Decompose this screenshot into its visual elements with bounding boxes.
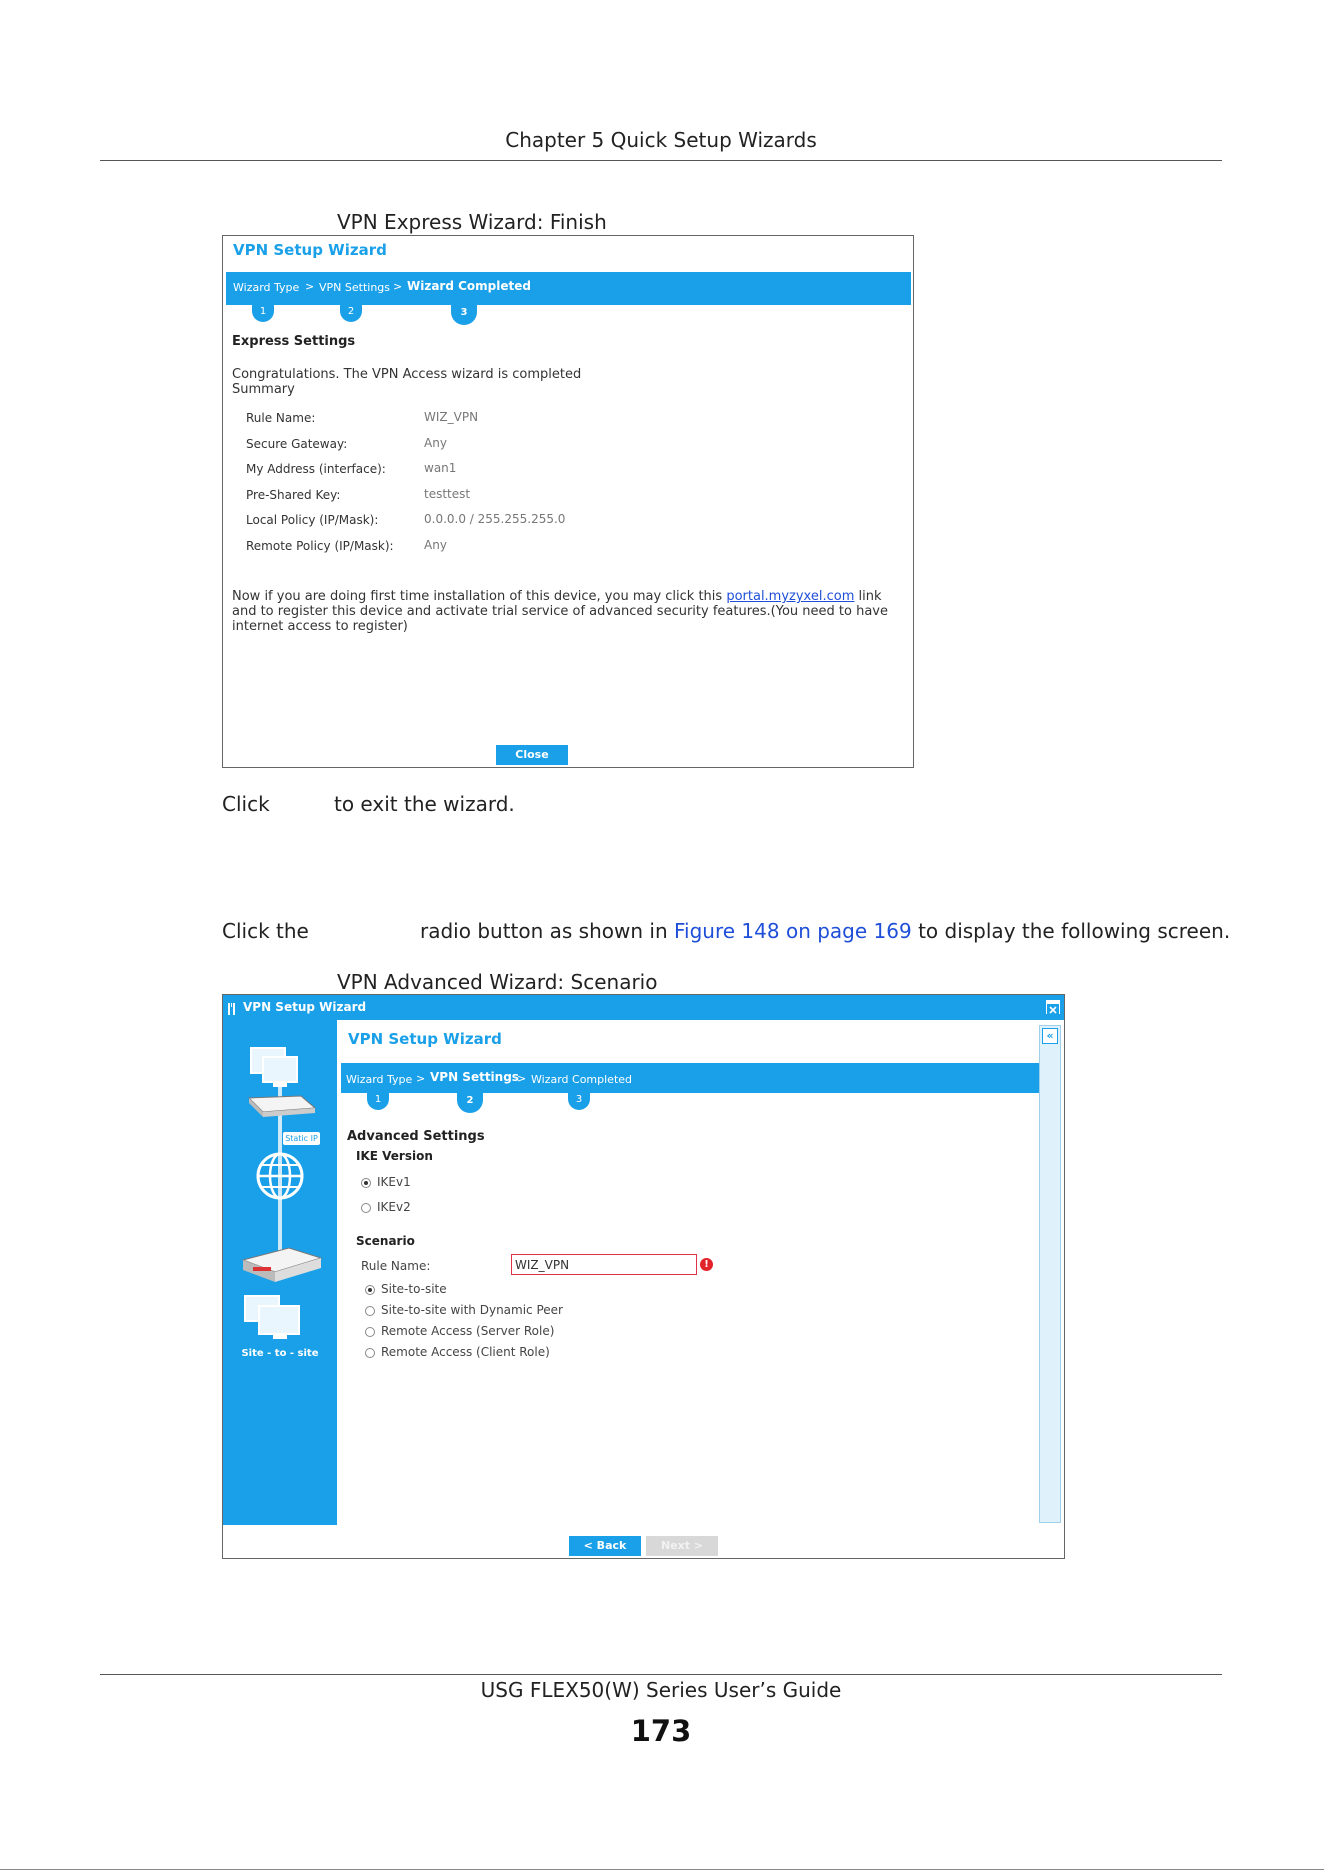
summary-psk-label: Pre-Shared Key: (246, 488, 341, 502)
summary-remote-policy-value: Any (424, 538, 447, 552)
chevron-right-icon: > (393, 280, 403, 293)
portal-link[interactable]: portal.myzyxel.com (726, 589, 855, 604)
site-to-site-label: Site-to-site (381, 1282, 447, 1296)
figure-reference-link[interactable]: Figure 148 on page 169 (674, 919, 912, 943)
summary-my-address-label: My Address (interface): (246, 462, 386, 476)
site-to-site-dynamic-label: Site-to-site with Dynamic Peer (381, 1303, 563, 1317)
site-to-site-radio[interactable] (365, 1285, 375, 1295)
instruction-text (420, 919, 1230, 943)
back-button[interactable]: < Back (569, 1536, 641, 1556)
summary-rule-name-label: Rule Name: (246, 411, 316, 425)
close-window-icon[interactable] (1046, 1000, 1060, 1014)
help-panel-strip (1039, 1025, 1061, 1523)
ikev1-radio[interactable] (361, 1178, 371, 1188)
step-vpn-settings[interactable]: VPN Settings (430, 1070, 519, 1084)
summary-secure-gateway-label: Secure Gateway: (246, 437, 348, 451)
chevron-right-icon: > (517, 1072, 527, 1085)
click-the-text: Click the (222, 919, 309, 943)
summary-secure-gateway-value: Any (424, 436, 447, 450)
step-wizard-type[interactable]: Wizard Type (346, 1073, 413, 1086)
rule-name-label: Rule Name: (361, 1259, 431, 1273)
summary-psk-value: testtest (424, 487, 471, 501)
ikev1-label: IKEv1 (377, 1175, 411, 1189)
registration-note (232, 589, 902, 634)
figure1-caption: VPN Express Wizard: Finish (337, 210, 607, 234)
ikev2-radio[interactable] (361, 1203, 371, 1213)
remote-client-label: Remote Access (Client Role) (381, 1345, 550, 1359)
titlebar-label: VPN Setup Wizard (243, 1000, 367, 1014)
step-number-2: 2 (457, 1093, 483, 1113)
advanced-wizard-window (222, 994, 1065, 1559)
note-text-end: link and to register this device and activate trial service of advanced security features.(You need to have internet access to register) (232, 589, 888, 634)
remote-server-label: Remote Access (Server Role) (381, 1324, 555, 1338)
remote-client-radio[interactable] (365, 1348, 375, 1358)
collapse-left-icon[interactable]: « (1042, 1028, 1058, 1044)
static-ip-tag: Static IP (283, 1132, 320, 1145)
summary-remote-policy-label: Remote Policy (IP/Mask): (246, 539, 394, 553)
bottom-edge-rule (0, 1869, 1324, 1870)
congrats-text: Congratulations. The VPN Access wizard is completed (232, 367, 582, 382)
step-number-3: 3 (568, 1093, 590, 1110)
close-button[interactable]: Close (496, 745, 568, 765)
chapter-header: Chapter 5 Quick Setup Wizards (505, 128, 817, 152)
step-number-3: 3 (451, 305, 477, 325)
page-number: 173 (630, 1714, 692, 1748)
ike-version-title: IKE Version (356, 1149, 433, 1163)
footer-rule (100, 1674, 1222, 1675)
chevron-right-icon: > (305, 280, 315, 293)
step-number-2: 2 (340, 305, 362, 322)
express-wizard-window (222, 235, 914, 768)
figure2-caption: VPN Advanced Wizard: Scenario (337, 970, 658, 994)
express-settings-title: Express Settings (232, 334, 356, 349)
rule-name-input[interactable]: WIZ_VPN (511, 1254, 697, 1275)
step-wizard-completed[interactable]: Wizard Completed (531, 1073, 633, 1086)
summary-local-policy-value: 0.0.0.0 / 255.255.255.0 (424, 512, 566, 526)
scenario-title: Scenario (356, 1234, 415, 1248)
advanced-settings-title: Advanced Settings (347, 1129, 485, 1144)
header-rule (100, 160, 1222, 161)
summary-my-address-value: wan1 (424, 461, 457, 475)
note-text-start: Now if you are doing first time installation of this device, you may click this (232, 589, 727, 604)
next-button[interactable]: Next > (646, 1536, 718, 1556)
summary-rule-name-value: WIZ_VPN (424, 410, 479, 424)
site-to-site-dynamic-radio[interactable] (365, 1306, 375, 1316)
scenario-caption: Site - to - site (241, 1348, 319, 1359)
radio-text: radio button as shown in (420, 919, 674, 943)
summary-local-policy-label: Local Policy (IP/Mask): (246, 513, 379, 527)
footer-title: USG FLEX50(W) Series User’s Guide (480, 1678, 842, 1702)
click-suffix-text: to exit the wizard. (334, 792, 515, 816)
wizard-title: VPN Setup Wizard (233, 241, 387, 259)
step-vpn-settings[interactable]: VPN Settings (319, 281, 391, 294)
summary-label: Summary (232, 382, 295, 397)
remote-server-radio[interactable] (365, 1327, 375, 1337)
step-number-1: 1 (367, 1093, 389, 1110)
click-prefix-text: Click (222, 792, 270, 816)
step-wizard-completed[interactable]: Wizard Completed (407, 279, 531, 293)
wizard-title: VPN Setup Wizard (348, 1030, 502, 1048)
step-wizard-type[interactable]: Wizard Type (233, 281, 300, 294)
display-text: to display the following screen. (911, 919, 1231, 943)
chevron-right-icon: > (416, 1072, 426, 1085)
ikev2-label: IKEv2 (377, 1200, 411, 1214)
scenario-illustration-panel (223, 1020, 337, 1525)
error-icon: ! (700, 1258, 713, 1271)
wizard-wand-icon (227, 1001, 239, 1015)
step-number-1: 1 (252, 305, 274, 322)
